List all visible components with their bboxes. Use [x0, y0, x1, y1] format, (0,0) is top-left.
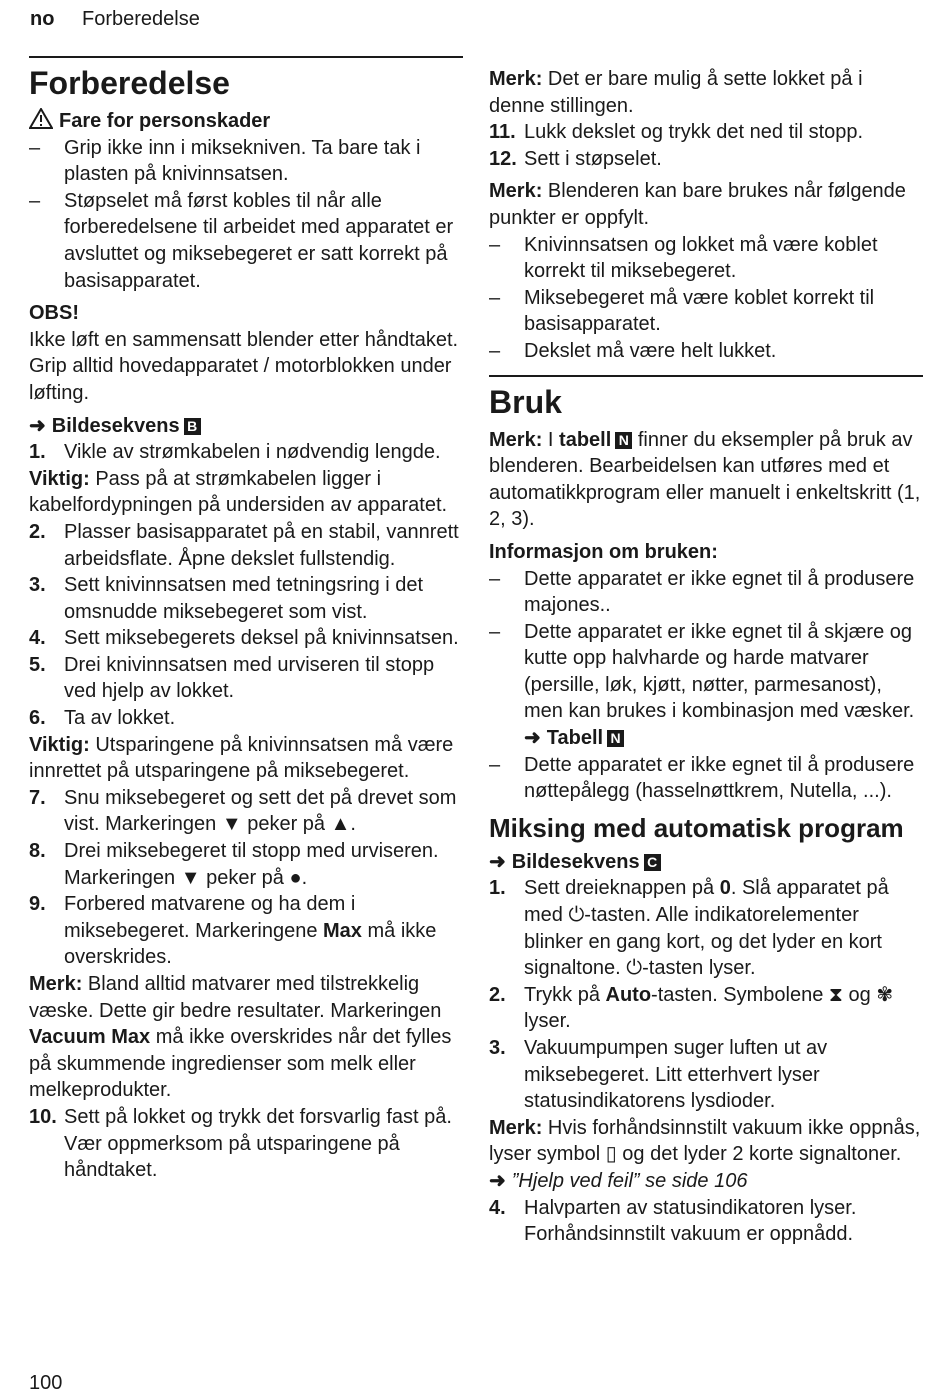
step-item: 1. Vikle av strømkabelen i nødvendig lengde. [29, 441, 441, 464]
page-number: 100 [29, 1372, 63, 1394]
step-item: 12. Sett i støpselet. [489, 147, 662, 170]
sequence-badge: C [644, 854, 661, 871]
step-item: 3. Vakuumpumpen suger luften ut av miksebegeret. Litt etterhvert lyser statusindikatorens lysdioder. [489, 1037, 828, 1113]
note-merk: Merk: Blenderen kan bare brukes når følgende punkter er oppfylt. [489, 180, 906, 229]
list-item: – Knivinnsatsen og lokket må være koblet korrekt til miksebegeret. [489, 233, 878, 283]
triangle-down-icon: ▼ [180, 866, 201, 889]
vacuum-error-icon: ▯ [605, 1143, 617, 1166]
note-merk: Merk: I tabell N finner du eksempler på bruk av blenderen. Bearbeidelsen kan utføres med et automatikkprogram eller manuelt i enkeltskritt (1, 2, 3). [489, 428, 921, 531]
list-item: – Miksebegeret må være koblet korrekt til basisapparatet. [489, 286, 875, 336]
right-column [489, 66, 923, 1248]
step-item: 4. Sett miksebegerets deksel på knivinnsatsen. [29, 627, 459, 650]
step-item: 11. Lukk dekslet og trykk det ned til stopp. [489, 121, 864, 144]
step-item: 8. Drei miksebegeret til stopp med urviseren. Markeringen ▼ peker på ●. [29, 840, 439, 889]
warning-heading: Fare for personskader [29, 108, 463, 135]
arrow-icon: ➜ [489, 850, 506, 873]
list-item: – Dette apparatet er ikke egnet til å produsere nøttepålegg (hasselnøttkrem, Nutella, ...). [489, 753, 915, 803]
step-item: 10. Sett på lokket og trykk det forsvarlig fast på. Vær oppmerksom på utsparingene på håndtaket. [29, 1105, 452, 1182]
fan-icon: ✾ [876, 983, 894, 1006]
step-item: 2. Trykk på Auto-tasten. Symbolene ⧗ og ✾ lyser. [489, 983, 894, 1033]
dot-icon: ● [289, 866, 302, 889]
step-item: 7. Snu miksebegeret og sett det på drevet som vist. Markeringen ▼ peker på ▲. [29, 786, 457, 836]
note-merk: Merk: Det er bare mulig å sette lokket på i denne stillingen. [489, 68, 863, 117]
list-item: – Grip ikke inn i miksekniven. Ta bare tak i plasten på knivinnsatsen. [29, 136, 421, 186]
info-heading: Informasjon om bruken: [489, 540, 718, 563]
step-item: 2. Plasser basisapparatet på en stabil, vannrett arbeidsflate. Åpne dekslet fullstendig. [29, 520, 459, 570]
step-item: 6. Ta av lokket. [29, 707, 176, 730]
arrow-icon: ➜ [489, 1169, 506, 1192]
triangle-down-icon: ▼ [221, 813, 242, 836]
table-badge: N [615, 432, 632, 449]
warning-triangle-icon [29, 108, 53, 129]
section-title: Bruk [489, 383, 562, 420]
left-column [29, 56, 463, 1184]
arrow-icon: ➜ [29, 414, 46, 437]
step-item: 3. Sett knivinnsatsen med tetningsring i det omsnudde miksebegeret som vist. [29, 574, 424, 623]
list-item: – Støpselet må først kobles til når alle forberedelsene til arbeidet med apparatet er avsluttet og miksebegeret er satt korrekt på basisapparatet. [29, 189, 454, 292]
note-viktig: Viktig: Pass på at strømkabelen ligger i kabelfordypningen på undersiden av apparatet. [29, 467, 448, 517]
step-item: 4. Halvparten av statusindikatoren lyser. Forhåndsinnstilt vakuum er oppnådd. [489, 1196, 857, 1246]
image-sequence-ref: ➜ Bildesekvens B [29, 413, 463, 440]
note-viktig: Viktig: Utsparingene på knivinnsatsen må være innrettet på utsparingene på miksebegeret. [29, 733, 454, 783]
note-merk: Merk: Hvis forhåndsinnstilt vakuum ikke oppnås, lyser symbol ▯ og det lyder 2 korte signaltoner. ➜ ”Hjelp ved feil” se side 106 [489, 1115, 923, 1195]
table-badge: N [607, 730, 624, 747]
arrow-icon: ➜ [524, 727, 541, 750]
note-merk: Merk: Bland alltid matvarer med tilstrekkelig væske. Dette gir bedre resultater. Markeringen Vacuum Max må ikke overskrides når det fylles på skummende ingredienser som melk eller melkeprodukter. [29, 973, 452, 1102]
list-item: – Dette apparatet er ikke egnet til å skjære og kutte opp halvharde og harde matvarer (persille, løk, kjøtt, nøtter, parmesanost), men kan brukes i kombinasjon med væsker. ➜ Tabell N [489, 619, 923, 752]
header-section: Forberedelse [82, 8, 200, 30]
subsection-title: Miksing med automatisk program [489, 812, 904, 843]
blender-symbol-icon: ⧗ [828, 983, 843, 1006]
triangle-up-icon: ▲ [330, 813, 351, 836]
section-rule [489, 375, 923, 377]
page-reference: ”Hjelp ved feil” se side 106 [511, 1169, 748, 1192]
obs-text: Ikke løft en sammensatt blender etter håndtaket. Grip alltid hovedapparatet / motorblokken under løfting. [29, 328, 459, 404]
step-item: 5. Drei knivinnsatsen med urviseren til stopp ved hjelp av lokket. [29, 653, 435, 703]
list-item: – Dette apparatet er ikke egnet til å produsere majones.. [489, 567, 915, 617]
image-sequence-ref: ➜ Bildesekvens C [489, 849, 923, 876]
obs-label: OBS! [29, 302, 79, 325]
page-header [30, 8, 200, 31]
section-title: Forberedelse [29, 65, 230, 101]
section-rule [29, 56, 463, 58]
list-item: – Dekslet må være helt lukket. [489, 339, 777, 362]
power-icon: ⏻ [568, 904, 585, 927]
step-item: 9. Forbered matvarene og ha dem i miksebegeret. Markeringene Max må ikke overskrides. [29, 893, 437, 969]
step-item: 1. Sett dreieknappen på 0. Slå apparatet på med ⏻-tasten. Alle indikatorelementer blinker en gang kort, og det lyder en kort signaltone. ⏻-tasten lyser. [489, 875, 923, 981]
sequence-badge: B [184, 418, 201, 435]
language-code: no [30, 8, 55, 30]
power-icon: ⏻ [626, 957, 643, 980]
